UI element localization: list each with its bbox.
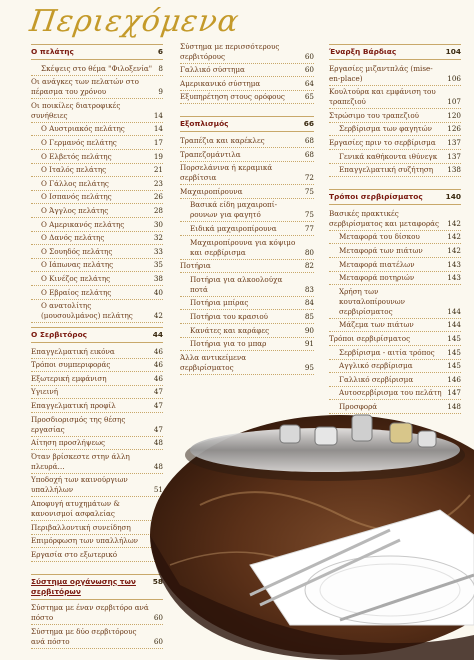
spacer [329,177,461,185]
toc-entry [31,62,163,76]
toc-entry [31,150,163,164]
toc-entry [180,260,314,274]
toc-page-number: 47 [153,387,163,397]
toc-page-number: 91 [304,339,314,349]
toc-entry-title: Αμερικανικό σύστημα [180,78,261,88]
toc-page-number: 144 [447,306,461,316]
toc-entry [31,177,163,191]
toc-entry-title: Ποτήρια μπίρας [190,298,249,308]
toc-page-number: 144 [447,320,461,330]
toc-section-heading [180,116,314,132]
toc-entry-title: Αποφυγή ατυχημάτων & κανονισμοί ασφαλείας [31,499,120,519]
toc-page-number: 120 [447,110,461,120]
toc-page-number: 142 [447,245,461,255]
toc-entry-title: Κουλτούρα και εμφάνιση του τραπεζιού [329,87,436,107]
toc-page-number: 58 [152,576,163,586]
toc-page-number: 46 [153,346,163,356]
toc-entry-title: Σερβίρισμα - αιτία τρόπος [339,347,435,357]
toc-page-number: 47 [153,424,163,434]
toc-page-number: 60 [153,637,163,646]
toc-page-number: 106 [447,73,461,83]
toc-entry-title: Ποτήρια για το μπαρ [190,339,267,349]
toc-entry-title: Στρώσιμο του τραπεζιού [329,110,420,120]
toc-entry-title: Περιβαλλοντική συνείδηση [31,522,131,532]
toc-entry [180,310,314,324]
toc-entry-title: Ο ανατολίτης (μουσουλμάνος) πελάτης [41,301,133,321]
toc-entry [329,231,461,245]
toc-entry-title: Ο Αυστριακός πελάτης [41,124,125,134]
page-title: Περιεχόμενα [27,4,242,39]
toc-entry [180,185,314,199]
toc-page-number: 104 [445,47,461,56]
toc-entry-title: Αίτηση προσλήψεως [31,438,106,448]
toc-page-number: 143 [447,259,461,269]
toc-entry [180,91,314,105]
toc-entry-title: Ο Ιάπωνας πελάτης [41,260,114,270]
toc-entry [329,86,461,110]
toc-entry-title: Γαλλικό σύστημα [180,65,245,75]
toc-entry-title: Ποτήρια για αλκοολούχα ποτά [190,274,283,294]
toc-entry-title: Ο Γάλλος πελάτης [41,178,109,188]
toc-page-number: 137 [447,151,461,161]
toc-entry-title: Όταν βρίσκεστε στην άλλη πλευρά… [31,451,130,471]
toc-entry [180,148,314,162]
toc-page-number: 137 [447,137,461,147]
toc-page-number: 38 [153,273,163,283]
toc-page-number: 82 [304,261,314,271]
toc-page-number: 66 [303,119,314,129]
toc-entry [31,232,163,246]
toc-page-number: 17 [153,137,163,147]
toc-entry-title: Εργασίες πριν το σερβίρισμα [329,137,436,147]
toc-entry [180,162,314,186]
toc-page-number: 48 [153,438,163,448]
toc-entry-title: Επαγγελματική συζήτηση [339,165,434,175]
toc-entry [329,272,461,286]
toc-page-number: 68 [304,149,314,159]
toc-entry-title: Τραπεζομάντιλα [180,149,241,159]
toc-page-number: 28 [153,205,163,215]
toc-section-heading [31,44,163,60]
toc-entry [31,272,163,286]
toc-entry-title: Αυτοσερβίρισμα του πελάτη [339,388,442,398]
toc-page-number: 46 [153,373,163,383]
toc-page-number: 145 [447,361,461,371]
toc-page-number: 140 [445,192,461,202]
toc-entry [329,136,461,150]
toc-entry-title: Ποτήρια του κρασιού [190,311,269,321]
spacer [180,104,314,112]
toc-entry-title: Υγιεινή [31,387,59,397]
toc-entry [329,207,461,231]
toc-page-number: 6 [157,47,163,56]
toc-entry [31,136,163,150]
toc-entry [329,164,461,178]
toc-entry [31,123,163,137]
toc-entry-title: Οι ποικίλες διατροφικές συνήθειες [31,100,121,120]
toc-entry [31,218,163,232]
toc-page-number: 80 [304,247,314,257]
toc-entry-title: Επιμόρφωση των υπαλλήλων [31,536,139,546]
toc-page-number: 60 [304,51,314,61]
toc-page-number: 75 [304,186,314,196]
toc-entry-title: Γενικά καθήκοντα ιθύνεγκ [339,151,438,161]
toc-entry-title: Εργασίες μιζαντπλάς (mise-en-place) [329,63,433,83]
toc-entry-title: Ο Ελβετός πελάτης [41,151,112,161]
toc-entry-title: Προσδιορισμός της θέσης εργασίας [31,414,126,434]
toc-entry [329,319,461,333]
toc-entry [329,258,461,272]
toc-entry-title: Μαχαιροπίρουνα [180,186,243,196]
toc-entry-title: Ο Ισπανός πελάτης [41,192,112,202]
toc-page-number: 8 [158,63,163,73]
toc-page-number: 46 [153,360,163,370]
toc-entry-title: Εξωτερική εμφάνιση [31,373,107,383]
toc-entry-title: Μεταφορά των πιάτων [339,245,423,255]
toc-page-number: 60 [153,613,163,623]
toc-section-heading [329,44,461,60]
toc-entry-title: Μεταφορά του δίσκου [339,232,420,242]
toc-page-number: 75 [304,210,314,220]
toc-page-number: 30 [153,219,163,229]
toc-entry-title: Άλλα αντικείμενα σερβιρίσματος [180,352,247,372]
toc-entry-title: Τρόποι σερβιρίσματος [329,333,411,343]
toc-entry-title: Εξοπλισμός [180,119,229,129]
toc-page-number: 142 [447,232,461,242]
toc-entry-title: Τρόποι σερβιρίσματος [329,192,423,202]
toc-page-number: 107 [447,97,461,107]
toc-entry-title: Βασικές πρακτικές σερβιρίσματος και μεταφοράς [329,208,440,228]
toc-entry-title: Ο Ιταλός πελάτης [41,165,107,175]
toc-page-number: 64 [304,78,314,88]
toc-page-number: 23 [153,178,163,188]
toc-entry-title: Σύστημα με έναν σερβιτόρο ανά πόστο [31,603,149,623]
toc-page-number: 146 [447,374,461,384]
toc-page-number: 51 [153,485,163,495]
toc-entry-title: Προσφορά [339,401,378,411]
toc-entry [180,64,314,78]
toc-page-number: 147 [447,388,461,398]
toc-entry-title: Ο Αμερικανός πελάτης [41,219,125,229]
toc-entry [31,286,163,300]
toc-entry-title: Γαλλικό σερβίρισμα [339,374,414,384]
toc-entry-title: Σύστημα με δύο σερβιτόρους ανά πόστο [31,627,137,646]
toc-entry [329,244,461,258]
toc-entry-title: Αγγλικό σερβίρισμα [339,361,413,371]
toc-entry-title: Ο Γερμανός πελάτης [41,137,117,147]
toc-page-number: 95 [304,362,314,372]
toc-page-number: 65 [304,92,314,102]
toc-entry [31,204,163,218]
toc-page-number: 42 [153,311,163,321]
toc-page-number: 85 [304,311,314,321]
toc-page-number: 60 [304,65,314,75]
toc-entry-title: Ο πελάτης [31,47,74,56]
toc-page-number: 142 [447,218,461,228]
toc-entry-title: Μεταφορά πιατέλων [339,259,415,269]
toc-entry-title: Ο Σερβιτόρος [31,330,88,340]
toc-entry [31,191,163,205]
toc-page-number: 145 [447,347,461,357]
toc-entry-title: Μεταφορά ποτηριών [339,273,415,283]
toc-entry-title: Ειδικά μαχαιροπίρουνα [190,223,277,233]
toc-entry-title: Οι ανάγκες των πελατών στο πέρασμα του χρόνου [31,77,139,97]
toc-entry [31,164,163,178]
toc-entry-title: Ο Άγγλος πελάτης [41,205,109,215]
toc-entry-title: Ποτήρια [180,261,211,271]
toc-page-number: 48 [153,461,163,471]
toc-section-heading [329,189,461,205]
toc-entry-title: Σύστημα με περισσότερους σερβιτόρους [180,41,280,61]
toc-entry [329,109,461,123]
toc-entry [329,285,461,319]
toc-entry [180,77,314,91]
toc-entry-title: Κανάτες και καράφες [190,325,270,335]
toc-entry-title: Τραπέζια και καρέκλες [180,135,265,145]
toc-page-number: 33 [153,246,163,256]
toc-page-number: 145 [447,333,461,343]
toc-page-number: 14 [153,124,163,134]
toc-page-number: 26 [153,192,163,202]
toc-entry-title: Εξυπηρέτηση στους ορόφους [180,92,285,102]
toc-entry [180,273,314,297]
toc-entry [31,76,163,100]
toc-page-number: 32 [153,233,163,243]
toc-page-number: 148 [447,401,461,411]
toc-entry-title: Επαγγελματική προφίλ [31,401,116,411]
toc-entry-title: Επαγγελματική εικόνα [31,346,115,356]
toc-entry-title: Ο Κινέζος πελάτης [41,273,111,283]
toc-page-number: 84 [304,298,314,308]
toc-page-number: 68 [304,135,314,145]
toc-page-number: 77 [304,223,314,233]
toc-entry [329,150,461,164]
toc-entry [31,245,163,259]
toc-entry [180,134,314,148]
toc-entry [180,222,314,236]
toc-entry-title: Σκέψεις στο θέμα "Φιλοξενία" [41,63,153,73]
toc-entry-title: Τρόποι συμπεριφοράς [31,360,111,370]
toc-entry-title: Ο Εβραίος πελάτης [41,287,112,297]
toc-page-number: 138 [447,165,461,175]
toc-entry [31,300,163,324]
toc-entry-title: Εργασία στο εξωτερικό [31,549,118,559]
toc-entry-title: Πορσελάνινα ή κεραμικά σερβίτσια [180,163,273,183]
toc-entry-title: Έναρξη Βάρδιας [329,47,397,56]
toc-entry-title: Ο Σουηδός πελάτης [41,246,113,256]
toc-entry [180,297,314,311]
toc-page-number: 143 [447,273,461,283]
toc-entry-title: Μαχαιροπίρουνα για κόψιμο και σερβίρισμα [190,237,296,257]
toc-entry [31,259,163,273]
toc-entry-title: Χρήση των κουταλοπίρουνων σερβιρίσματος [339,286,405,316]
table-setting-photo [140,335,474,660]
toc-entry [180,40,314,64]
toc-page-number: 44 [152,330,163,340]
toc-page-number: 72 [304,173,314,183]
toc-entry [329,62,461,86]
toc-entry-title: Μάζεμα των πιάτων [339,320,414,330]
toc-page-number: 47 [153,401,163,411]
toc-page-number: 9 [158,87,163,97]
toc-entry [180,236,314,260]
toc-page-number: 21 [153,165,163,175]
toc-page-number: 83 [304,284,314,294]
toc-entry-title: Ο Δανός πελάτης [41,233,105,243]
toc-column-2 [180,40,314,375]
toc-page-number: 14 [153,110,163,120]
toc-entry-title: Βασικά είδη μαχαιροπί-ρουνων για φαγητό [190,200,278,220]
toc-entry-title: Σύστημα οργάνωσης των σερβιτόρων [31,576,136,596]
toc-page-number: 19 [153,151,163,161]
toc-page-number: 126 [447,124,461,134]
toc-entry [31,99,163,123]
toc-entry [180,199,314,223]
toc-page-number: 90 [304,325,314,335]
toc-page-number: 35 [153,260,163,270]
toc-entry-title: Υποδοχή των καινούργιων υπαλλήλων [31,475,128,495]
toc-entry [329,123,461,137]
toc-entry-title: Σερβίρισμα των φαγητών [339,124,432,134]
toc-page-number: 40 [153,287,163,297]
